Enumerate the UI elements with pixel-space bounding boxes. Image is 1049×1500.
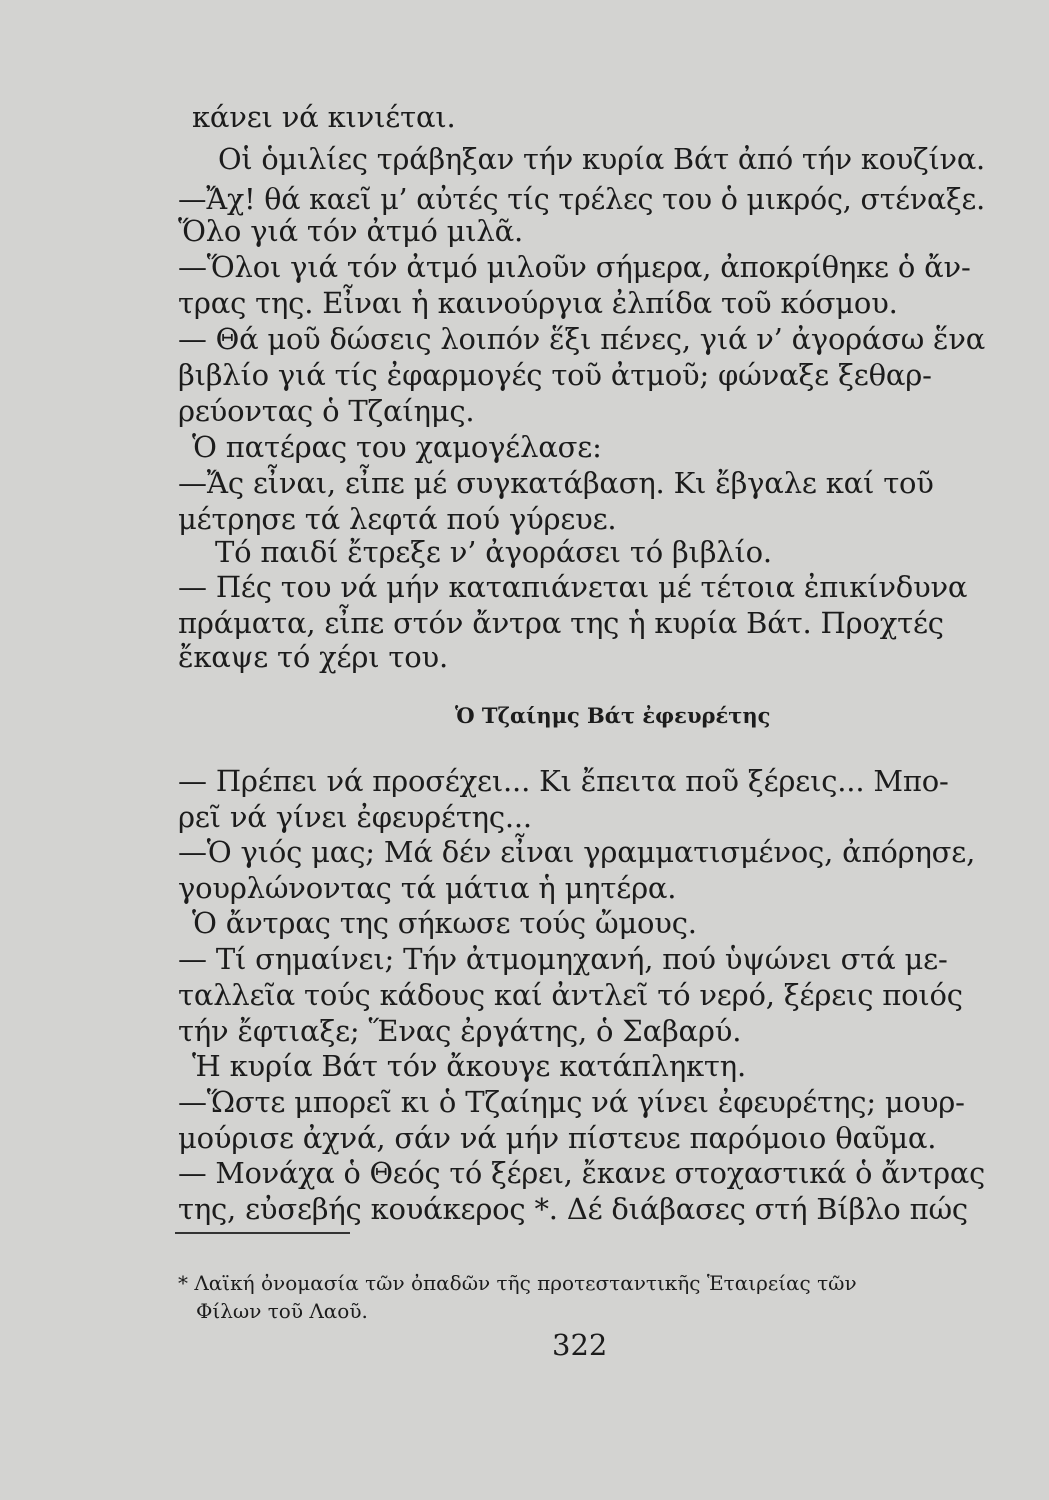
text-line: ταλλεῖα τούς κάδους καί ἀντλεῖ τό νερό, ξέρεις ποιός bbox=[178, 978, 963, 1012]
footnote-divider bbox=[175, 1232, 350, 1234]
text-line: — Τί σημαίνει; Τήν ἀτμομηχανή, πού ὑψώνει στά με- bbox=[178, 942, 948, 976]
text-line: —Ὥστε μπορεῖ κι ὁ Τζαίημς νά γίνει ἐφευρέτης; μουρ- bbox=[178, 1085, 965, 1119]
text-line: γουρλώνοντας τά μάτια ἡ μητέρα. bbox=[178, 871, 677, 905]
text-line: —Ἄχ! θά καεῖ μ’ αὐτές τίς τρέλες του ὁ μικρός, στέναξε. bbox=[178, 182, 985, 216]
text-line: μέτρησε τά λεφτά πού γύρευε. bbox=[178, 502, 617, 536]
page-number: 322 bbox=[552, 1328, 608, 1362]
text-line: — Θά μοῦ δώσεις λοιπόν ἕξι πένες, γιά ν’ ἀγοράσω ἕνα bbox=[178, 322, 985, 356]
text-line: Τό παιδί ἔτρεξε ν’ ἀγοράσει τό βιβλίο. bbox=[215, 535, 772, 569]
text-line: τρας της. Εἶναι ἡ καινούργια ἐλπίδα τοῦ κόσμου. bbox=[178, 286, 898, 320]
text-line: ἔκαψε τό χέρι του. bbox=[178, 640, 448, 674]
text-line: — Πρέπει νά προσέχει... Κι ἔπειτα ποῦ ξέρεις... Μπο- bbox=[178, 764, 949, 798]
footnote-line: * Λαϊκή ὀνομασία τῶν ὀπαδῶν τῆς προτεσταντικῆς Ἑταιρείας τῶν bbox=[178, 1271, 857, 1295]
text-line: τήν ἔφτιαξε; Ἕνας ἐργάτης, ὁ Σαβαρύ. bbox=[178, 1014, 742, 1048]
text-line: πράματα, εἶπε στόν ἄντρα της ἡ κυρία Βάτ. Προχτές bbox=[178, 606, 944, 640]
text-line: Ὁ πατέρας του χαμογέλασε: bbox=[192, 430, 602, 464]
text-line: Ὁ ἄντρας της σήκωσε τούς ὤμους. bbox=[192, 906, 697, 940]
text-line: ρεῖ νά γίνει ἐφευρέτης... bbox=[178, 800, 532, 834]
text-line: μούρισε ἀχνά, σάν νά μήν πίστευε παρόμοιο θαῦμα. bbox=[178, 1121, 937, 1155]
section-heading: Ὁ Τζαίημς Βάτ ἐφευρέτης bbox=[455, 703, 771, 728]
text-line: — Μονάχα ὁ Θεός τό ξέρει, ἔκανε στοχαστικά ὁ ἄντρας bbox=[178, 1156, 985, 1190]
text-line: —Ἄς εἶναι, εἶπε μέ συγκατάβαση. Κι ἔβγαλε καί τοῦ bbox=[178, 466, 934, 500]
text-line: της, εὐσεβής κουάκερος *. Δέ διάβασες στή Βίβλο πώς bbox=[178, 1192, 968, 1226]
text-line: ρεύοντας ὁ Τζαίημς. bbox=[178, 394, 475, 428]
text-line: —Ὅλοι γιά τόν ἀτμό μιλοῦν σήμερα, ἀποκρίθηκε ὁ ἄν- bbox=[178, 250, 971, 284]
text-line: κάνει νά κινιέται. bbox=[192, 100, 456, 134]
footnote-line: Φίλων τοῦ Λαοῦ. bbox=[196, 1299, 368, 1323]
text-line: βιβλίο γιά τίς ἐφαρμογές τοῦ ἀτμοῦ; φώναξε ξεθαρ- bbox=[178, 358, 932, 392]
text-line: — Πές του νά μήν καταπιάνεται μέ τέτοια ἐπικίνδυνα bbox=[178, 570, 968, 604]
text-line: Ἡ κυρία Βάτ τόν ἄκουγε κατάπληκτη. bbox=[192, 1049, 746, 1083]
text-line: Ὅλο γιά τόν ἀτμό μιλᾶ. bbox=[178, 214, 524, 248]
text-line: —Ὁ γιός μας; Μά δέν εἶναι γραμματισμένος, ἀπόρησε, bbox=[178, 835, 976, 869]
text-line: Οἱ ὁμιλίες τράβηξαν τήν κυρία Βάτ ἀπό τήν κουζίνα. bbox=[218, 142, 985, 176]
